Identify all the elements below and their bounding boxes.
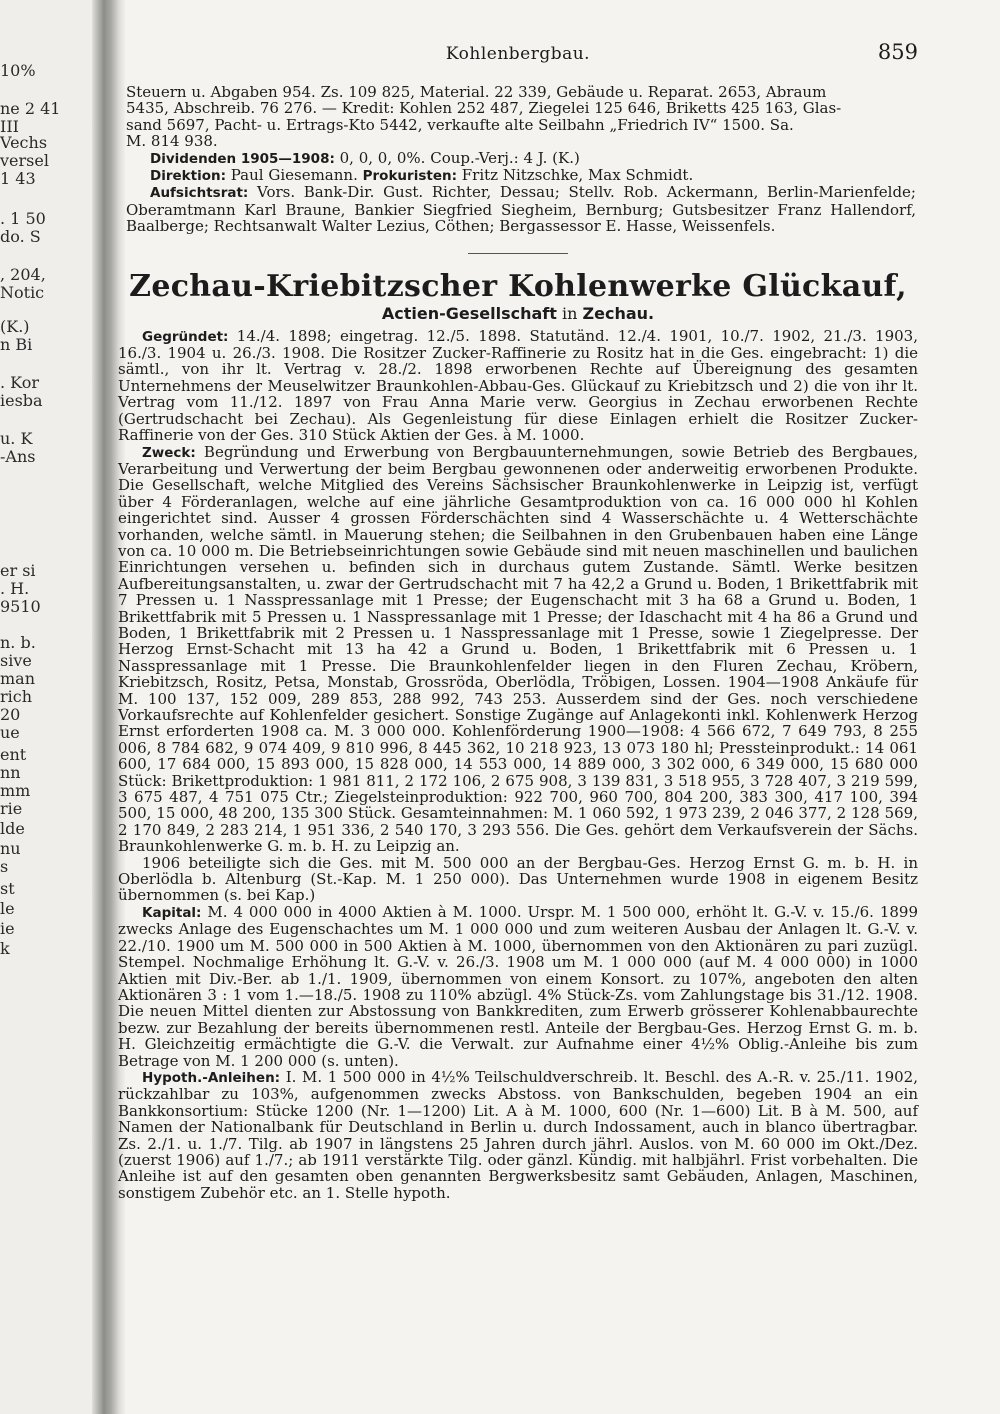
adjacent-page-fragment: 10%: [0, 61, 36, 80]
adjacent-page-fragment: versel: [0, 151, 49, 170]
adjacent-page-fragment: 20: [0, 705, 21, 724]
gegruendet-label: Gegründet:: [142, 328, 229, 345]
adjacent-page-fragment: ue: [0, 723, 20, 742]
adjacent-page-fragment: ne 2 41: [0, 99, 61, 118]
adjacent-page-fragment: do. S: [0, 227, 41, 246]
adjacent-page-fragment: . Kor: [0, 373, 39, 392]
prev-entry-line: M. 814 938.: [126, 132, 218, 151]
kapital-label: Kapital:: [142, 904, 202, 921]
dividends-line: [126, 150, 916, 167]
hypoth-text: I. M. 1 500 000 in 4½% Teilschuldverschreib. lt. Beschl. des A.-R. v. 25./11. 1902, rückzahlbar zu 103%, aufgenommen zwecks Abstoss. von Bankschulden, begeben 1904 an ein Bankkonsortium: Stücke 1200 (Nr. 1—1200) Lit. A à M. 1000, 600 (Nr. 1—600) Lit. B à M. 500, auf Namen der Nationalbank für Deutschland in Berlin u. durch Indossament, auch in blanco übertragbar. Zs. 2./1. u. 1./7. Tilg. ab 1907 in längstens 25 Jahren durch jährl. Auslos. von M. 60 000 im Okt./Dez. (zuerst 1906) auf 1./7.; ab 1911 verstärkte Tilg. oder gänzl. Kündig. mit halbjährl. Frist vorbehalten. Die Anleihe ist auf den gesamten oben genannten Bergwerksbesitz samt Gebäuden, Anlagen, Maschinen, sonstigem Zubehör etc. an 1. Stelle hypoth.: [118, 1067, 918, 1202]
adjacent-page-fragment: rie: [0, 799, 23, 818]
kapital-paragraph: [118, 904, 918, 1069]
adjacent-page-fragment: . 1 50: [0, 209, 46, 228]
aufsichtsrat-paragraph: [126, 184, 916, 234]
adjacent-page-fragment: lde: [0, 819, 25, 838]
adjacent-page-fragment: rich: [0, 687, 33, 706]
kapital-text: M. 4 000 000 in 4000 Aktien à M. 1000. Urspr. M. 1 500 000, erhöht lt. G.-V. v. 15./6. 1899 zwecks Anlage des Eugenschachtes um M. 1 000 000 und zum weiteren Ausbau der Anlagen lt. G.-V. v. 22./10. 1900 um M. 500 000 in 500 Aktien à M. 1000, übernommen von den Aktionären zu pari zuzügl. Stempel. Nochmalige Erhöhung lt. G.-V. v. 26./3. 1908 um M. 1 000 000 (auf M. 4 000 000) in 1000 Aktien mit Div.-Ber. ab 1./1. 1909, übernommen von einem Konsort. zu 107%, angeboten den alten Aktionären 3 : 1 vom 1.—18./5. 1908 zu 110% abzügl. 4% Stück-Zs. vom Zahlungstage bis 31./12. 1908. Die neuen Mittel dienten zur Abstossung von Bankkrediten, zum Erwerb grösserer Kohlenabbaurechte bezw. zur Bezahlung der bereits übernommenen restl. Anteile der Bergbau-Ges. Herzog Ernst G. m. b. H. Gleichzeitig ermächtigte die G.-V. die Verwalt. zur Aufnahme einer 4½% Oblig.-Anleihe bis zum Betrage von M. 1 200 000 (s. unten).: [118, 902, 918, 1070]
adjacent-page-fragment: k: [0, 939, 10, 958]
adjacent-page-fragment: man: [0, 669, 36, 688]
adjacent-page-fragment: sive: [0, 651, 32, 670]
adjacent-page-fragment: nn: [0, 763, 21, 782]
prev-entry-line: 5435, Abschreib. 76 276. — Kredit: Kohlen 252 487, Ziegelei 125 646, Briketts 425 163, Glas-: [126, 99, 842, 118]
entry-title: Zechau-Kriebitzscher Kohlenwerke Glückauf,: [129, 268, 907, 304]
gegruendet-paragraph: [118, 328, 918, 444]
prev-entry-line: Steuern u. Abgaben 954. Zs. 109 825, Material. 22 339, Gebäude u. Reparat. 2653, Abraum: [126, 83, 827, 101]
adjacent-page-fragment: Notic: [0, 283, 45, 302]
direktion-text: Paul Giesemann.: [226, 166, 363, 185]
zweck-label: Zweck:: [142, 444, 196, 461]
section-divider: [468, 253, 568, 254]
page-header: [118, 40, 918, 84]
adjacent-page-strip: [0, 0, 100, 1414]
subtitle-in: in: [556, 303, 583, 323]
zweck-text: Begründung und Erwerbung von Bergbauunternehmungen, sowie Betrieb des Bergbaues, Verarbeitung und Verwertung der beim Bergbau gewonnenen oder anderweitig erworbenen Produkte. Die Gesellschaft, welche Mitglied des Vereins Sächsischer Braunkohlenwerke in Leipzig ist, verfügt über 4 Förderanlagen, welche auf eine jährliche Gesamtproduktion von ca. 16 000 000 hl Kohlen eingerichtet sind. Ausser 4 grossen Förderschächten sind 4 Wasserschächte u. 4 Wetterschächte vorhanden, welche sämtl. in Mauerung stehen; die Seilbahnen in den Grubenbauen haben eine Länge von ca. 10 000 m. Die Betriebseinrichtungen sowie Gebäude sind mit neuen maschinellen und baulichen Einrichtungen versehen u. befinden sich in durchaus gutem Zustande. Sämtl. Werke besitzen Aufbereitungsanstalten, u. zwar der Gertrudschacht mit 7 ha 42,2 a Grund u. Boden, 1 Brikettfabrik mit 7 Pressen u. 1 Nasspressanlage mit 1 Presse; der Eugenschacht mit 3 ha 68 a Grund u. Boden, 1 Brikettfabrik mit 5 Pressen u. 1 Nasspressanlage mit 1 Presse; der Idaschacht mit 4 ha 86 a Grund und Boden, 1 Brikettfabrik mit 2 Pressen u. 1 Nasspressanlage mit 1 Presse, sowie 1 Ziegelpresse. Der Herzog Ernst-Schacht mit 13 ha 42 a Grund u. Boden, 1 Brikettfabrik mit 6 Pressen u. 1 Nasspressanlage mit 1 Presse. Die Braunkohlenfelder liegen in den Fluren Zechau, Kröbern, Kriebitzsch, Rositz, Petsa, Monstab, Grossröda, Oberlödla, Tröbigen, Lossen. 1904—1908 Ankäufe für M. 100 137, 152 009, 289 853, 288 992, 743 253. Ausserdem sind der Ges. noch verschiedene Vorkaufsrechte auf Kohlenfelder gesichert. Sonstige Zugänge auf Anlagekonti inkl. Kohlenwerk Herzog Ernst erforderten 1908 ca. M. 3 000 000. Kohlenförderung 1900—1908: 4 566 672, 7 649 793, 8 255 006, 8 784 682, 9 074 409, 9 810 996, 8 445 362, 10 218 923, 13 073 180 hl; Pressteinprodukt.: 14 061 600, 17 684 000, 15 893 000, 15 828 000, 14 553 000, 14 889 000, 3 302 000, 6 349 000, 15 680 000 Stück: Brikettproduktion: 1 981 811, 2 172 106, 2 675 908, 3 139 831, 3 518 955, 3 728 407, 3 219 599, 3 675 487, 4 751 075 Ctr.; Ziegelsteinproduktion: 922 700, 960 700, 804 200, 383 300, 417 100, 394 500, 15 000, 48 200, 135 300 Stück. Gesamteinnahmen: M. 1 060 592, 1 973 239, 2 046 377, 2 128 569, 2 170 849, 2 283 214, 1 951 336, 2 540 170, 3 293 556. Die Ges. gehört dem Verkaufsverein der Sächs. Braunkohlenwerke G. m. b. H. zu Leipzig an.: [118, 442, 918, 856]
prokuristen-label: Prokuristen:: [362, 168, 457, 185]
dividends-label: Dividenden 1905—1908:: [150, 150, 335, 167]
previous-entry-tail: [118, 84, 918, 235]
adjacent-page-fragment: iesba: [0, 391, 43, 410]
adjacent-page-fragment: Vechs: [0, 133, 48, 152]
adjacent-page-fragment: 9510: [0, 597, 41, 616]
adjacent-page-fragment: , 204,: [0, 265, 46, 284]
adjacent-page-fragment: s: [0, 857, 9, 876]
aufsichtsrat-text: Vors. Bank-Dir. Gust. Richter, Dessau; Stellv. Rob. Ackermann, Berlin-Marienfelde; Oberamtmann Karl Braune, Bankier Siegfried Siegheim, Bernburg; Gutsbesitzer Franz Hallendorf, Baalberge; Rechtsanwalt Walter Lezius, Cöthen; Bergassessor E. Hasse, Weissenfels.: [126, 183, 916, 236]
adjacent-page-fragment: III: [0, 117, 19, 136]
direktion-label: Direktion:: [150, 168, 226, 185]
prokuristen-text: Fritz Nitzschke, Max Schmidt.: [456, 166, 694, 185]
adjacent-page-fragment: -Ans: [0, 447, 36, 466]
adjacent-page-fragment: er si: [0, 561, 36, 580]
entry-subtitle: [118, 304, 918, 324]
dividends-text: 0, 0, 0, 0%. Coup.-Verj.: 4 J. (K.): [334, 148, 580, 167]
paragraph-1906: 1906 beteiligte sich die Ges. mit M. 500 000 an der Bergbau-Ges. Herzog Ernst G. m. b. H. in Oberlödla b. Altenburg (St.-Kap. M. 1 250 000). Das Unternehmen wurde 1908 in eigenem Besitz übernommen (s. bei Kap.): [118, 853, 918, 905]
zweck-paragraph: [118, 444, 918, 855]
adjacent-page-fragment: n. b.: [0, 633, 36, 652]
running-head: Kohlenbergbau.: [445, 44, 591, 64]
document-page: [118, 40, 918, 1201]
adjacent-page-fragment: le: [0, 899, 15, 918]
subtitle-place: Zechau.: [582, 303, 655, 323]
page-number: 859: [877, 40, 918, 64]
adjacent-page-fragment: ie: [0, 919, 15, 938]
gegruendet-text: 14./4. 1898; eingetrag. 12./5. 1898. Statutänd. 12./4. 1901, 10./7. 1902, 21./3. 1903, 16./3. 1904 u. 26./3. 1908. Die Rositzer Zucker-Raffinerie zu Rositz hat in die Ges. eingebracht: 1) die sämtl., von ihr lt. Vertrag v. 28./2. 1898 erworbenen Rechte auf Übereignung des gesamten Unternehmens der Meuselwitzer Braunkohlen-Abbau-Ges. Glückauf zu Kriebitzsch und 2) die von ihr lt. Vertrag vom 11./12. 1897 von Frau Anna Marie verw. Georgius in Zechau erworbenen Rechte (Gertrudschacht bei Zechau). Als Gegenleistung für diese Einlagen erhielt die Rositzer Zucker-Raffinerie von der Ges. 310 Stück Aktien der Ges. à M. 1000.: [118, 326, 918, 445]
adjacent-page-fragment: mm: [0, 781, 31, 800]
direktion-line: [126, 167, 916, 184]
hypoth-paragraph: [118, 1069, 918, 1201]
adjacent-page-fragment: 1 43: [0, 169, 36, 188]
subtitle-company-type: Actien-Gesellschaft: [381, 303, 557, 323]
entry-body: [118, 328, 918, 1202]
adjacent-page-fragment: . H.: [0, 579, 30, 598]
adjacent-page-fragment: u. K: [0, 429, 33, 448]
prev-entry-line: sand 5697, Pacht- u. Ertrags-Kto 5442, verkaufte alte Seilbahn „Friedrich IV“ 1500. Sa.: [126, 115, 794, 134]
aufsichtsrat-label: Aufsichtsrat:: [150, 185, 249, 202]
adjacent-page-fragment: st: [0, 879, 15, 898]
adjacent-page-fragment: (K.): [0, 317, 30, 336]
adjacent-page-fragment: ent: [0, 745, 27, 764]
adjacent-page-fragment: nu: [0, 839, 21, 858]
hypoth-label: Hypoth.-Anleihen:: [142, 1069, 281, 1086]
adjacent-page-fragment: n Bi: [0, 335, 33, 354]
